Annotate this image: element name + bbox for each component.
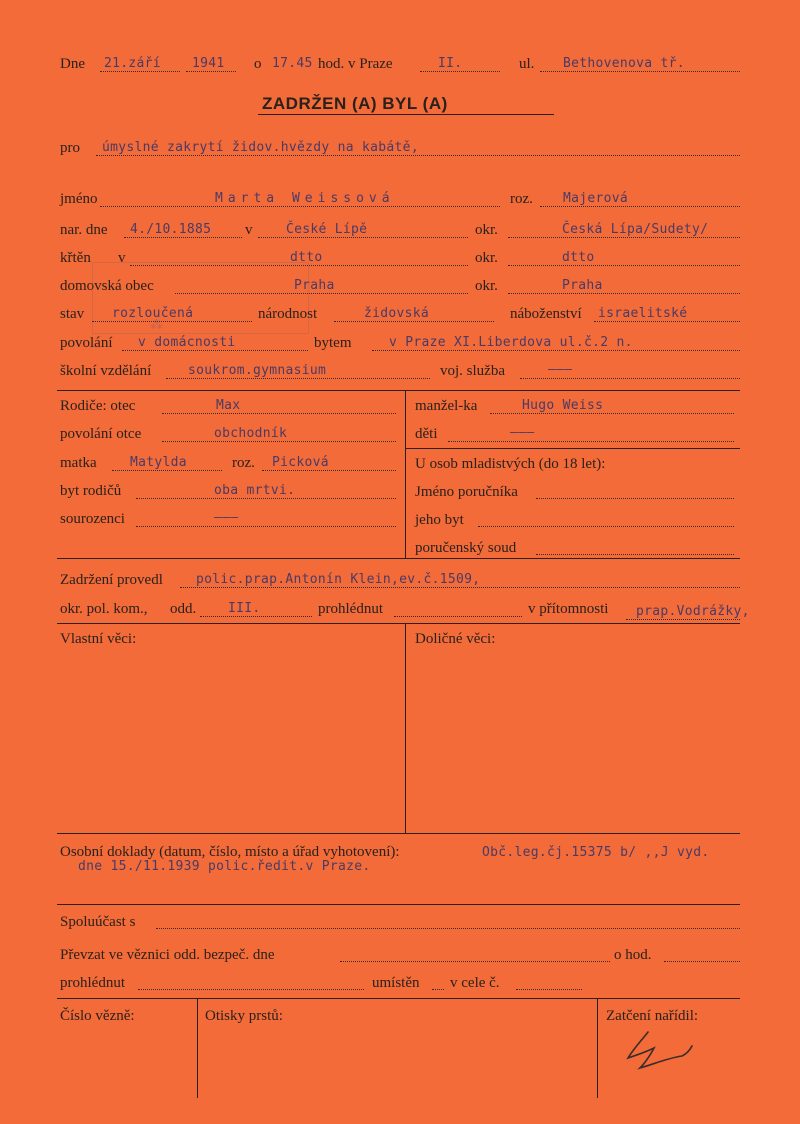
skolni-value: soukrom.gymnasium bbox=[188, 363, 327, 378]
o-label: o bbox=[254, 56, 262, 72]
matka-roz-value: Picková bbox=[272, 455, 329, 470]
odd-value: III. bbox=[228, 601, 261, 616]
otisky-label: Otisky prstů: bbox=[205, 1008, 283, 1024]
narodnost-label: národnost bbox=[258, 306, 318, 322]
roz-value: Majerová bbox=[563, 191, 629, 206]
dolicne-label: Doličné věci: bbox=[415, 631, 496, 647]
matka-value: Matylda bbox=[130, 455, 187, 470]
street-value: Bethovenova tř. bbox=[563, 56, 685, 71]
deti-label: děti bbox=[415, 426, 438, 442]
sourozenci-label: sourozenci bbox=[60, 511, 125, 527]
povolani-label: povolání bbox=[60, 335, 113, 351]
birthplace-value: České Lípě bbox=[286, 222, 368, 237]
okr-value: Česká Lípa/Sudety/ bbox=[562, 222, 709, 237]
stav-value: rozloučená bbox=[112, 306, 194, 321]
domovska-okr-label: okr. bbox=[475, 278, 498, 294]
sourozenci-value: ——— bbox=[214, 510, 239, 525]
krten-okr-value: dtto bbox=[562, 250, 595, 265]
district-value: II. bbox=[438, 56, 463, 71]
doklady-line1: Obč.leg.čj.15375 b/ ,,J vyd. bbox=[482, 845, 710, 860]
povolani-otce-value: obchodník bbox=[214, 426, 288, 441]
nabozenstvi-label: náboženství bbox=[510, 306, 582, 322]
voj-value: ——— bbox=[548, 362, 573, 377]
domovska-label: domovská obec bbox=[60, 278, 154, 294]
ul-label: ul. bbox=[519, 56, 535, 72]
prohlednut-footer-label: prohlédnut bbox=[60, 975, 125, 991]
pritomnosti-label: v přítomnosti bbox=[528, 601, 609, 617]
date-value: 21.září bbox=[104, 56, 161, 71]
krten-okr-label: okr. bbox=[475, 250, 498, 266]
roz-label: roz. bbox=[510, 191, 533, 207]
mladistvi-label: U osob mladistvých (do 18 let): bbox=[415, 456, 606, 472]
zatceni-label: Zatčení nařídil: bbox=[606, 1008, 699, 1024]
form-title: ZADRŽEN (A) BYL (A) bbox=[262, 94, 448, 113]
okr-kom-label: okr. pol. kom., bbox=[60, 601, 148, 617]
krten-label: křtěn bbox=[60, 250, 91, 266]
bytem-value: v Praze XI.Liberdova ul.č.2 n. bbox=[389, 335, 633, 350]
pritomnosti-value: prap.Vodrážky, bbox=[636, 604, 750, 619]
signature-mark bbox=[620, 1028, 700, 1073]
otec-value: Max bbox=[216, 398, 241, 413]
time-value: 17.45 bbox=[272, 56, 313, 71]
manzel-label: manžel-ka bbox=[415, 398, 478, 414]
nabozenstvi-value: israelitské bbox=[598, 306, 688, 321]
narodnost-value: židovská bbox=[364, 306, 430, 321]
deti-value: ——— bbox=[510, 425, 535, 440]
cislo-label: Číslo vězně: bbox=[60, 1008, 135, 1024]
nar-v-label: v bbox=[245, 222, 253, 238]
byt-rodicu-value: oba mrtvi. bbox=[214, 483, 296, 498]
nar-label: nar. dne bbox=[60, 222, 108, 238]
o-hod-label: o hod. bbox=[614, 947, 652, 963]
provedl-label: Zadržení provedl bbox=[60, 572, 163, 588]
jmeno-value: Marta Weissová bbox=[215, 191, 395, 206]
otec-label: Rodiče: otec bbox=[60, 398, 136, 414]
byt-rodicu-label: byt rodičů bbox=[60, 483, 122, 499]
krten-value: dtto bbox=[290, 250, 323, 265]
faded-stamp bbox=[92, 262, 309, 334]
umisten-label: umístěn bbox=[372, 975, 420, 991]
hod-label: hod. v Praze bbox=[318, 56, 393, 72]
odd-label: odd. bbox=[170, 601, 197, 617]
year-value: 1941 bbox=[192, 56, 225, 71]
prohlednut-label: prohlédnut bbox=[318, 601, 383, 617]
krten-v-label: v bbox=[118, 250, 126, 266]
bytem-label: bytem bbox=[314, 335, 352, 351]
soud-label: poručenský soud bbox=[415, 540, 517, 556]
prevzat-label: Převzat ve věznici odd. bezpeč. dne bbox=[60, 947, 275, 963]
stav-label: stav bbox=[60, 306, 85, 322]
okr-label: okr. bbox=[475, 222, 498, 238]
dne-label: Dne bbox=[60, 56, 85, 72]
vlastni-label: Vlastní věci: bbox=[60, 631, 137, 647]
stamp-impression: ⁂ bbox=[150, 318, 163, 333]
domovska-okr-value: Praha bbox=[562, 278, 603, 293]
domovska-value: Praha bbox=[294, 278, 335, 293]
povolani-otce-label: povolání otce bbox=[60, 426, 142, 442]
reason-value: úmyslné zakrytí židov.hvězdy na kabátě, bbox=[102, 140, 419, 155]
spoluucast-label: Spoluúčast s bbox=[60, 914, 136, 930]
cele-label: v cele č. bbox=[450, 975, 500, 991]
matka-roz-label: roz. bbox=[232, 455, 255, 471]
jmeno-label: jméno bbox=[60, 191, 98, 207]
doklady-line2: dne 15./11.1939 polic.ředit.v Praze. bbox=[78, 859, 371, 874]
porucnik-label: Jméno poručníka bbox=[415, 484, 518, 500]
povolani-value: v domácnosti bbox=[138, 335, 236, 350]
provedl-value: polic.prap.Antonín Klein,ev.č.1509, bbox=[196, 572, 481, 587]
nar-value: 4./10.1885 bbox=[130, 222, 212, 237]
voj-label: voj. služba bbox=[440, 363, 505, 379]
doklady-label: Osobní doklady (datum, číslo, místo a úřad vyhotovení): bbox=[60, 844, 400, 860]
matka-label: matka bbox=[60, 455, 97, 471]
skolni-label: školní vzdělání bbox=[60, 363, 152, 379]
jeho-byt-label: jeho byt bbox=[415, 512, 464, 528]
manzel-value: Hugo Weiss bbox=[522, 398, 604, 413]
pro-label: pro bbox=[60, 140, 80, 156]
